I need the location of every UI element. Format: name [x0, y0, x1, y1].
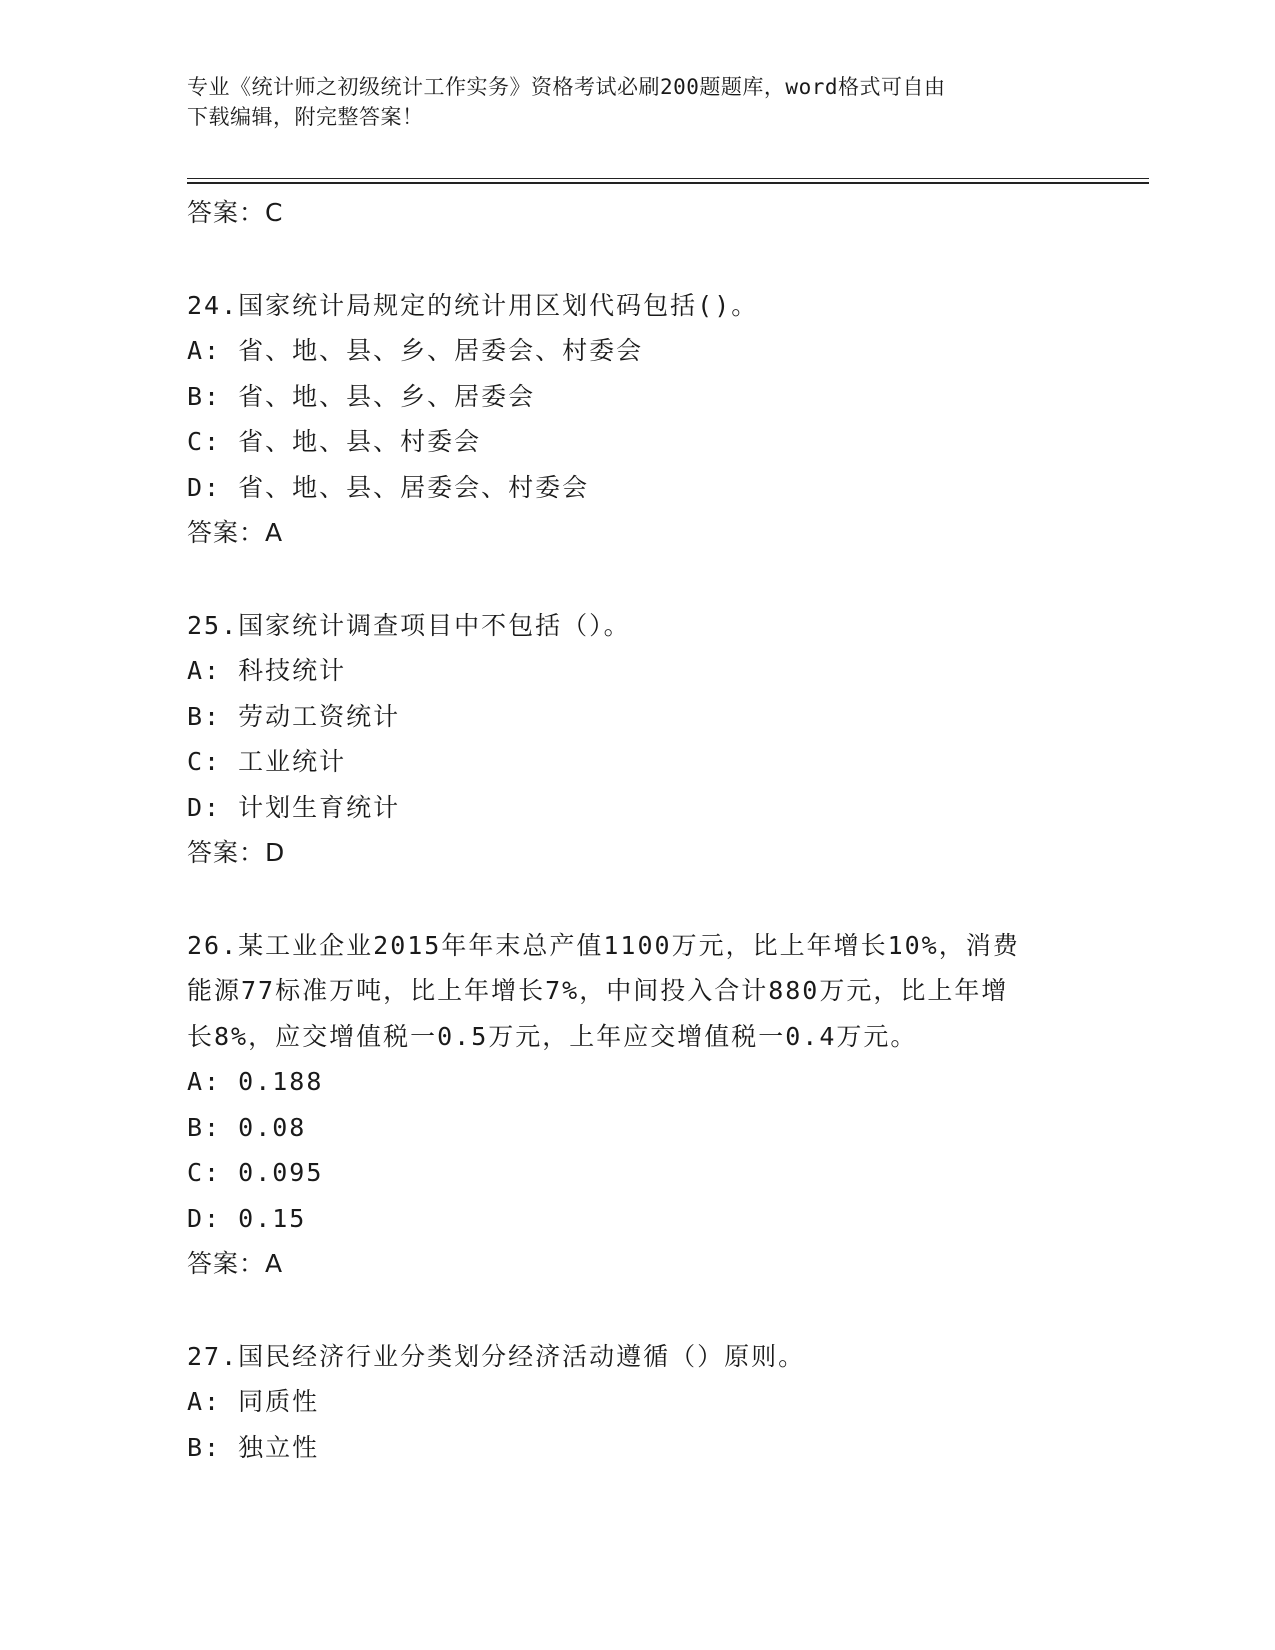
- option-a: A: 同质性: [187, 1387, 320, 1416]
- header-line-2: 下载编辑，附完整答案！: [187, 105, 424, 129]
- spacer: [187, 236, 1107, 283]
- question-stem: 27.国民经济行业分类划分经济活动遵循（）原则。: [187, 1341, 806, 1371]
- question-list: [187, 190, 1107, 1470]
- spacer: [187, 556, 1107, 603]
- option-b: B: 劳动工资统计: [187, 701, 401, 731]
- header-divider-thick: [187, 182, 1149, 184]
- option-c: C: 0.095: [187, 1158, 324, 1187]
- question-stem-line-3: 长8%，应交增值税一0.5万元，上年应交增值税一0.4万元。: [187, 1021, 918, 1051]
- question-stem-line-1: 26.某工业企业2015年年末总产值1100万元，比上年增长10%，消费: [187, 930, 1020, 960]
- question-26: [187, 923, 1107, 1287]
- option-b: B: 0.08: [187, 1112, 307, 1142]
- answer: 答案：D: [187, 838, 286, 867]
- option-b: B: 省、地、县、乡、居委会: [187, 381, 536, 411]
- answer: 答案：A: [187, 1249, 284, 1278]
- option-d: D: 计划生育统计: [187, 792, 401, 822]
- header-line-1: 专业《统计师之初级统计工作实务》资格考试必刷200题题库，word格式可自由: [187, 75, 946, 99]
- option-c: C: 省、地、县、村委会: [187, 427, 482, 456]
- option-a: A: 科技统计: [187, 656, 347, 685]
- spacer: [187, 1287, 1107, 1334]
- option-a: A: 0.188: [187, 1067, 324, 1096]
- option-b: B: 独立性: [187, 1432, 320, 1462]
- question-stem: 25.国家统计调查项目中不包括（）。: [187, 610, 631, 640]
- question-25: [187, 603, 1107, 876]
- question-stem-line-2: 能源77标准万吨，比上年增长7%，中间投入合计880万元，比上年增: [187, 976, 1009, 1005]
- header-divider-thin: [187, 178, 1149, 179]
- option-d: D: 0.15: [187, 1203, 307, 1233]
- option-d: D: 省、地、县、居委会、村委会: [187, 472, 590, 502]
- document-header: [187, 72, 1087, 132]
- spacer: [187, 876, 1107, 923]
- question-stem: 24.国家统计局规定的统计用区划代码包括()。: [187, 290, 759, 320]
- answer: 答案：A: [187, 518, 284, 547]
- question-24: [187, 283, 1107, 556]
- answer-23: 答案：C: [187, 198, 284, 227]
- option-a: A: 省、地、县、乡、居委会、村委会: [187, 336, 644, 365]
- question-27: [187, 1334, 1107, 1471]
- option-c: C: 工业统计: [187, 747, 347, 776]
